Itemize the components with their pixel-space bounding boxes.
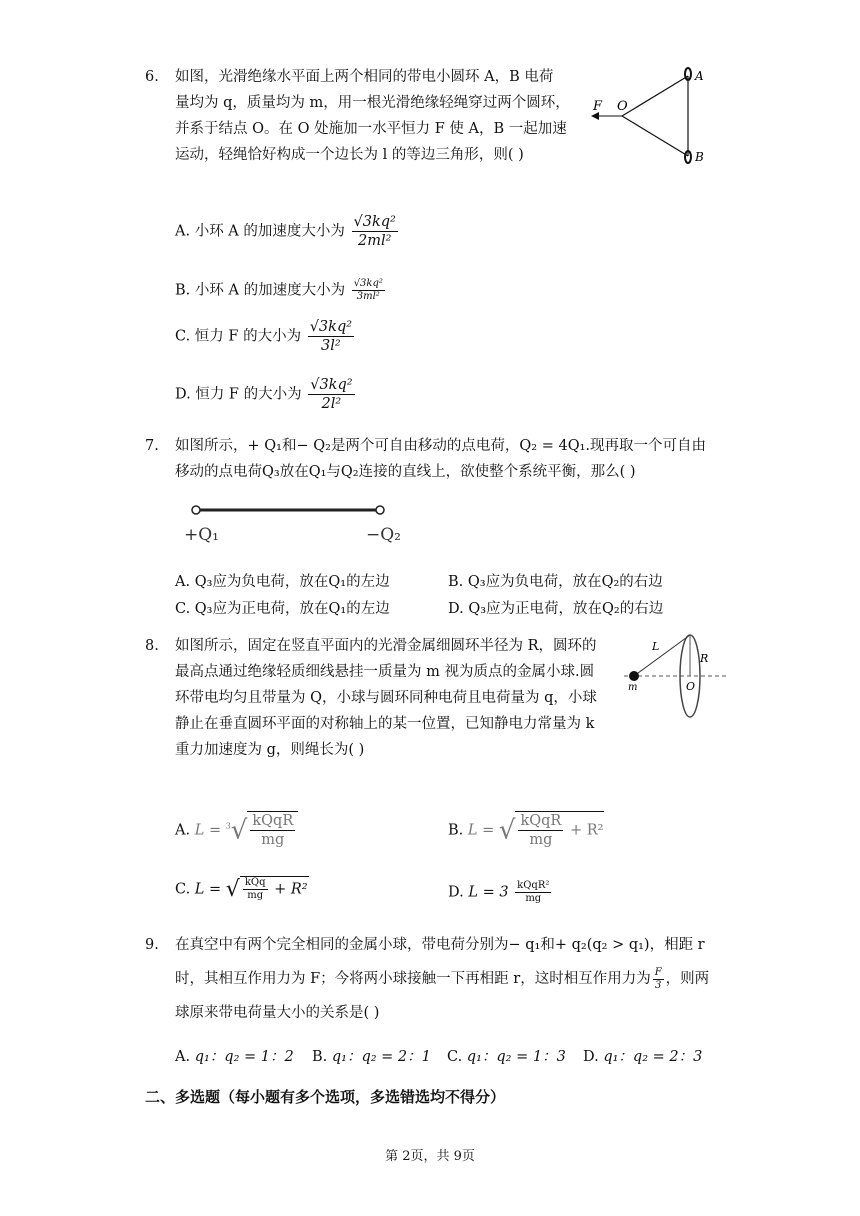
label-q1: +Q₁: [184, 525, 219, 545]
question-line: 如图所示，固定在竖直平面内的光滑金属细圆环半径为 R，圆环的: [175, 638, 597, 654]
option-6c[interactable]: C. 恒力 F 的大小为 $\frac{\text{√3kq²}}{\text{3l²}}$: [175, 319, 353, 354]
label-L: L: [652, 640, 660, 653]
question-number: 7.: [145, 438, 159, 454]
option-9c[interactable]: C. q₁：q₂ = 1：3: [447, 1049, 566, 1065]
label-B: B: [695, 150, 704, 164]
question-line: 如图所示，+ Q₁和− Q₂是两个可自由移动的点电荷，Q₂ = 4Q₁.现再取一个可自由: [175, 438, 707, 454]
label-O: O: [617, 99, 628, 114]
question-7: [145, 433, 745, 487]
page-footer: 第 2页，共 9页: [385, 1149, 475, 1164]
label-m: m: [628, 682, 638, 693]
option-8b[interactable]: B. L = √ $\frac{\text{kQqR}}{mg}$ + R²: [448, 813, 604, 848]
question-number: 9.: [145, 937, 159, 953]
option-9b[interactable]: B. q₁：q₂ = 2：1: [312, 1049, 431, 1065]
question-text: [175, 64, 570, 168]
question-line: 量均为 q，质量均为 m，用一根光滑绝缘轻绳穿过两个圆环，: [175, 95, 570, 111]
question-text: [175, 928, 709, 1030]
question-text: [175, 633, 597, 763]
option-7b[interactable]: B. Q₃应为负电荷，放在Q₂的右边: [448, 574, 663, 590]
option-9d[interactable]: D. q₁：q₂ = 2：3: [583, 1049, 703, 1065]
label-O: O: [686, 680, 696, 693]
question-line: 如图，光滑绝缘水平面上两个相同的带电小圆环 A，B 电荷: [175, 69, 554, 85]
question-line: 并系于结点 O。在 O 处施加一水平恒力 F 使 A，B 一起加速: [175, 121, 567, 137]
option-7c[interactable]: C. Q₃应为正电荷，放在Q₁的左边: [175, 601, 390, 617]
question-9: [145, 928, 745, 1028]
question-6: [145, 64, 595, 174]
question-line: 球原来带电荷量大小的关系是( ): [175, 1005, 380, 1021]
question-line: 环带电均匀且带量为 Q，小球与圆环同种电荷且电荷量为 q，小球: [175, 690, 597, 706]
label-q2: −Q₂: [366, 525, 401, 545]
question-line: 重力加速度为 g，则绳长为( ): [175, 742, 365, 758]
charges-figure: [180, 496, 410, 554]
option-9a[interactable]: A. q₁：q₂ = 1：2: [175, 1049, 294, 1065]
question-number: 6.: [145, 69, 159, 85]
question-line: 时，其相互作用力为 F；今将两小球接触一下再相距 r，这时相互作用力为 $\frac{F}{3}$ ，则两: [175, 966, 710, 991]
question-number: 8.: [145, 638, 159, 654]
label-F: F: [593, 99, 603, 114]
option-8d[interactable]: D. L = 3 $\frac{\text{kQqR²}}{mg}$: [448, 880, 550, 904]
option-8c[interactable]: C. L = √ $\frac{\text{kQq}}{mg}$ + R²: [175, 877, 308, 902]
option-7a[interactable]: A. Q₃应为负电荷，放在Q₁的左边: [175, 574, 390, 590]
option-7d[interactable]: D. Q₃应为正电荷，放在Q₂的右边: [448, 601, 664, 617]
option-8a[interactable]: A. L = $^3$√ $\frac{\text{kQqR}}{mg}$: [175, 811, 298, 849]
question-text: [175, 433, 706, 485]
question-line: 静止在垂直圆环平面的对称轴上的某一位置，已知静电力常量为 k: [175, 716, 595, 732]
question-line: 在真空中有两个完全相同的金属小球，带电荷分别为− q₁和+ q₂(q₂ > q₁)，相距 r: [175, 937, 705, 953]
ring-figure: [620, 628, 730, 724]
question-line: 运动，轻绳恰好构成一个边长为 l 的等边三角形，则( ): [175, 147, 524, 163]
label-R: R: [700, 652, 709, 665]
option-6b[interactable]: B. 小环 A 的加速度大小为 $\frac{\text{√3kq²}}{\text{3ml²}}$: [175, 278, 383, 302]
triangle-figure: [585, 62, 715, 172]
label-A: A: [695, 69, 704, 83]
question-8: [145, 633, 615, 767]
question-line: 最高点通过绝缘轻质细线悬挂一质量为 m 视为质点的金属小球.圆: [175, 664, 595, 680]
question-line: 移动的点电荷Q₃放在Q₁与Q₂连接的直线上，欲使整个系统平衡，那么( ): [175, 464, 636, 480]
option-6a[interactable]: A. 小环 A 的加速度大小为 $\frac{\text{√3kq²}}{\text{2ml²}}$: [175, 214, 396, 249]
section-title: 二、多选题（每小题有多个选项，多选错选均不得分）: [145, 1088, 506, 1106]
option-6d[interactable]: D. 恒力 F 的大小为 $\frac{\text{√3kq²}}{\text{2l²}}$: [175, 377, 353, 412]
